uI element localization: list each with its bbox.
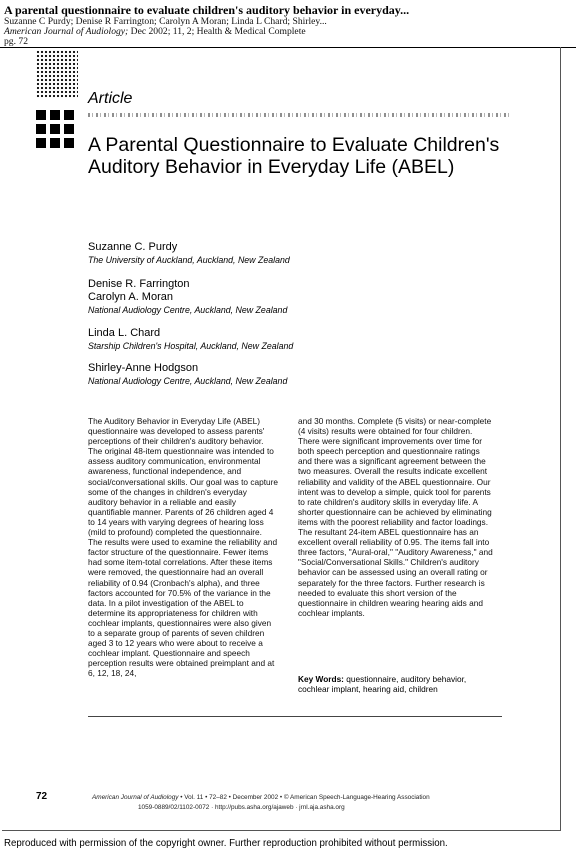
abstract-column-1: The Auditory Behavior in Everyday Life (ABEL) questionnaire was developed to assess parents' perceptions of their children's auditory behavior. The original 48-item questionnaire was intended to assess auditory communication, environmental awareness, functional independence, and social/conversational skills. Our goal was to capture some of the changes in children's everyday auditory behavior in a reliable and easily quantifiable manner. Parents of 26 children aged 4 to 14 years with varying degrees of hearing loss (mild to profound) completed the questionnaire. The results were used to examine the reliability and factor structure of the questionnaire. Fewer items had some item-total correlations. After these items were removed, the questionnaire had an overall reliability of 0.94 (Cronbach's alpha), and three factors accounted for 70.5% of the variance in the data. In a pilot investigation of the ABEL to determine its appropriateness for children with cochlear implants, questionnaires were also given to a separate group of parents of seven children aged 3 to 12 years who were about to receive a cochlear implant. Questionnaire and speech perception results were obtained preimplant and at 6, 12, 18, 24, xyxy=(88,416,278,679)
illegible-running-text xyxy=(88,113,510,117)
author-name: Linda L. Chard xyxy=(88,327,161,339)
footer-divider xyxy=(88,716,502,717)
author-affiliation: The University of Auckland, Auckland, New Zealand xyxy=(88,255,290,265)
document-page-ref: pg. 72 xyxy=(4,36,28,47)
keywords xyxy=(298,674,494,694)
author-name: Denise R. Farrington xyxy=(88,278,190,290)
keywords-text: questionnaire, auditory behavior, cochlear implant, hearing aid, children xyxy=(298,674,467,695)
page-number: 72 xyxy=(36,791,48,802)
footer-citation xyxy=(92,794,430,801)
journal-issue: Dec 2002; 11, 2; Health & Medical Complete xyxy=(128,26,306,37)
document-title: A parental questionnaire to evaluate children's auditory behavior in everyday... xyxy=(4,3,410,17)
abstract-column-2: and 30 months. Complete (5 visits) or near-complete (4 visits) results were obtained for four children. There were significant improvements over time for both speech perception and questionnaire ratings and there was a significant agreement between the two measures. Overall the results indicate excellent reliability and validity of the ABEL questionnaire. Our intent was to develop a simple, quick tool for parents to rate children's auditory skills in everyday life. A shorter questionnaire can be achieved by eliminating items with the poorest reliability and factor loadings. The resultant 24-item ABEL questionnaire has an excellent overall reliability of 0.95. The items fall into three factors, "Aural-oral," "Auditory Awareness," and "Social/Conversational Skills." Children's auditory behavior can be assessed using an overall rating or separately for the three factors. Further research is needed to evaluate this short version of the questionnaire in children wearing hearing aids and cochlear implants. xyxy=(298,416,493,618)
footer-journal: American Journal of Audiology xyxy=(92,794,179,801)
document-authors: Suzanne C Purdy; Denise R Farrington; Carolyn A Moran; Linda L Chard; Shirley... xyxy=(4,16,327,27)
reproduction-notice: Reproduced with permission of the copyright owner. Further reproduction prohibited without permission. xyxy=(4,838,448,849)
journal-name: American Journal of Audiology; xyxy=(4,26,129,37)
author-affiliation: National Audiology Centre, Auckland, New Zealand xyxy=(88,305,288,315)
halftone-dots-decoration xyxy=(36,50,78,98)
article-label: Article xyxy=(88,90,133,107)
footer-issn: 1059-0889/02/1102-0072 · http://pubs.asha.org/ajaweb · jrnl.aja.asha.org xyxy=(138,804,345,811)
author-block xyxy=(88,327,293,352)
author-name: Carolyn A. Moran xyxy=(88,291,173,303)
square-grid-logo xyxy=(36,110,74,148)
author-name: Suzanne C. Purdy xyxy=(88,241,178,253)
author-affiliation: National Audiology Centre, Auckland, New Zealand xyxy=(88,376,288,386)
document-source xyxy=(4,26,306,37)
footer-citation-rest: • Vol. 11 • 72–82 • December 2002 • © American Speech-Language-Hearing Association xyxy=(178,794,430,801)
author-block xyxy=(88,362,287,387)
author-affiliation: Starship Children's Hospital, Auckland, New Zealand xyxy=(88,341,294,351)
keywords-label: Key Words: xyxy=(298,674,344,684)
author-block xyxy=(88,241,290,266)
author-name: Shirley-Anne Hodgson xyxy=(88,362,199,374)
author-block xyxy=(88,278,287,316)
article-title: A Parental Questionnaire to Evaluate Children's Auditory Behavior in Everyday Life (ABEL) xyxy=(88,134,500,178)
